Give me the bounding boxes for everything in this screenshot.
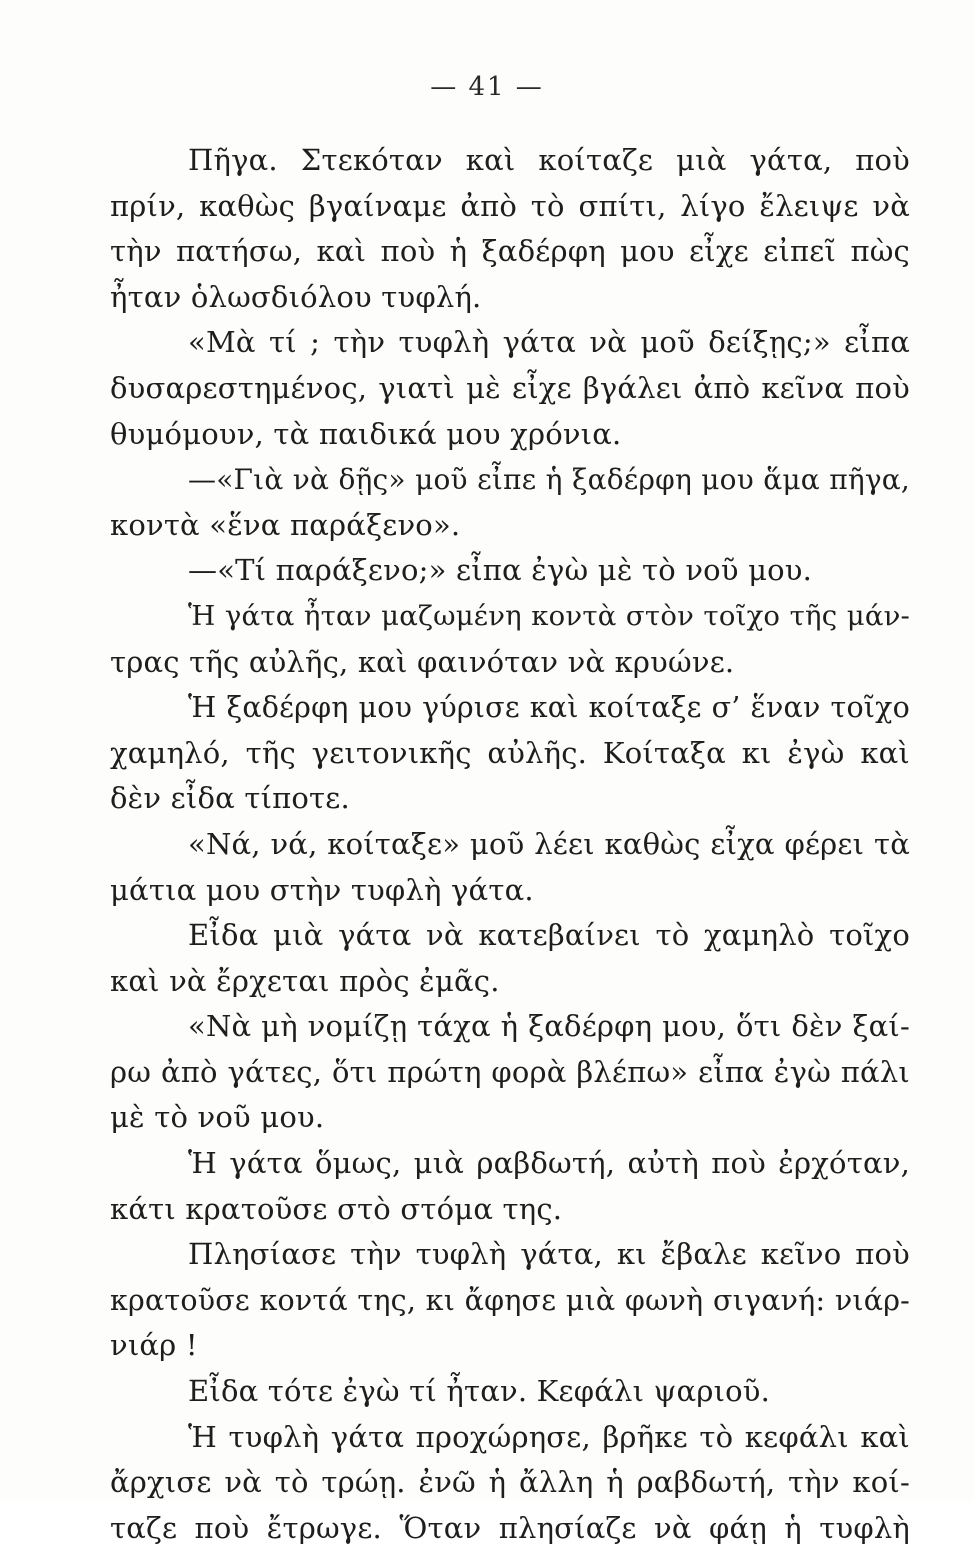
text-line: «Νά, νά, κοίταξε» μοῦ λέει καθὼς εἶχα φέρει τὰ	[188, 826, 910, 861]
text-line: νιάρ !	[110, 1328, 198, 1363]
text-line: καὶ νὰ ἔρχεται πρὸς ἐμᾶς.	[110, 963, 500, 998]
text-line: τρας τῆς αὐλῆς, καὶ φαινόταν νὰ κρυώνε.	[110, 644, 735, 679]
text-line: κρατοῦσε κοντά της, κι ἄφησε μιὰ φωνὴ σιγανή: νιάρ-	[110, 1283, 910, 1317]
text-line: μάτια μου στὴν τυφλὴ γάτα.	[110, 872, 534, 907]
text-line: χαμηλό, τῆς γειτονικῆς αὐλῆς. Κοίταξα κι ἐγὼ καὶ	[110, 735, 910, 770]
text-line: —«Τί παράξενο;» εἶπα ἐγὼ μὲ τὸ νοῦ μου.	[188, 553, 813, 588]
text-line: θυμόμουν, τὰ παιδικά μου χρόνια.	[110, 416, 622, 451]
text-line: ἦταν ὁλωσδιόλου τυφλή.	[110, 279, 482, 314]
text-line: «Νὰ μὴ νομίζῃ τάχα ἡ ξαδέρφη μου, ὅτι δὲν ξαί-	[188, 1009, 910, 1044]
text-line: κάτι κρατοῦσε στὸ στόμα της.	[110, 1191, 563, 1226]
text-line: Πλησίασε τὴν τυφλὴ γάτα, κι ἔβαλε κεῖνο ποὺ	[188, 1237, 910, 1272]
page-number: — 41 —	[430, 72, 544, 102]
text-line: Ἡ ξαδέρφη μου γύρισε καὶ κοίταξε σ’ ἕναν τοῖχο	[188, 691, 910, 725]
body-text	[110, 138, 910, 1551]
text-line: τὴν πατήσω, καὶ ποὺ ἡ ξαδέρφη μου εἶχε εἰπεῖ πὼς	[110, 234, 910, 269]
text-line: Ἡ τυφλὴ γάτα προχώρησε, βρῆκε τὸ κεφάλι καὶ	[188, 1419, 910, 1454]
text-line: ἄρχισε νὰ τὸ τρώῃ. ἐνῶ ἡ ἄλλη ἡ ραβδωτή, τὴν κοί-	[110, 1465, 910, 1500]
text-line: δὲν εἶδα τίποτε.	[110, 781, 350, 816]
text-line: Εἶδα μιὰ γάτα νὰ κατεβαίνει τὸ χαμηλὸ τοῖχο	[188, 918, 910, 953]
text-line: πρίν, καθὼς βγαίναμε ἀπὸ τὸ σπίτι, λίγο ἔλειψε νὰ	[110, 188, 910, 223]
text-line: Ἡ γάτα ὅμως, μιὰ ραβδωτή, αὐτὴ ποὺ ἐρχόταν,	[188, 1146, 910, 1181]
text-line: μὲ τὸ νοῦ μου.	[110, 1100, 325, 1135]
text-line: Εἶδα τότε ἐγὼ τί ἦταν. Κεφάλι ψαριοῦ.	[188, 1374, 771, 1409]
text-line: —«Γιὰ νὰ δῇς» μοῦ εἶπε ἡ ξαδέρφη μου ἅμα πῆγα,	[188, 463, 910, 497]
text-line: κοντὰ «ἕνα παράξενο».	[110, 507, 461, 542]
text-line: δυσαρεστημένος, γιατὶ μὲ εἶχε βγάλει ἀπὸ κεῖνα ποὺ	[110, 370, 910, 405]
text-line: ταζε ποὺ ἔτρωγε. Ὅταν πλησίαζε νὰ φάῃ ἡ τυφλὴ	[110, 1510, 910, 1545]
text-line: Ἡ γάτα ἦταν μαζωμένη κοντὰ στὸν τοῖχο τῆς μάν-	[188, 599, 910, 632]
text-line: Πῆγα. Στεκόταν καὶ κοίταζε μιὰ γάτα, ποὺ	[188, 143, 910, 177]
text-line: «Μὰ τί ; τὴν τυφλὴ γάτα νὰ μοῦ δείξῃς;» εἶπα	[188, 325, 910, 360]
text-line: ρω ἀπὸ γάτες, ὅτι πρώτη φορὰ βλέπω» εἶπα ἐγὼ πάλι	[110, 1054, 910, 1089]
